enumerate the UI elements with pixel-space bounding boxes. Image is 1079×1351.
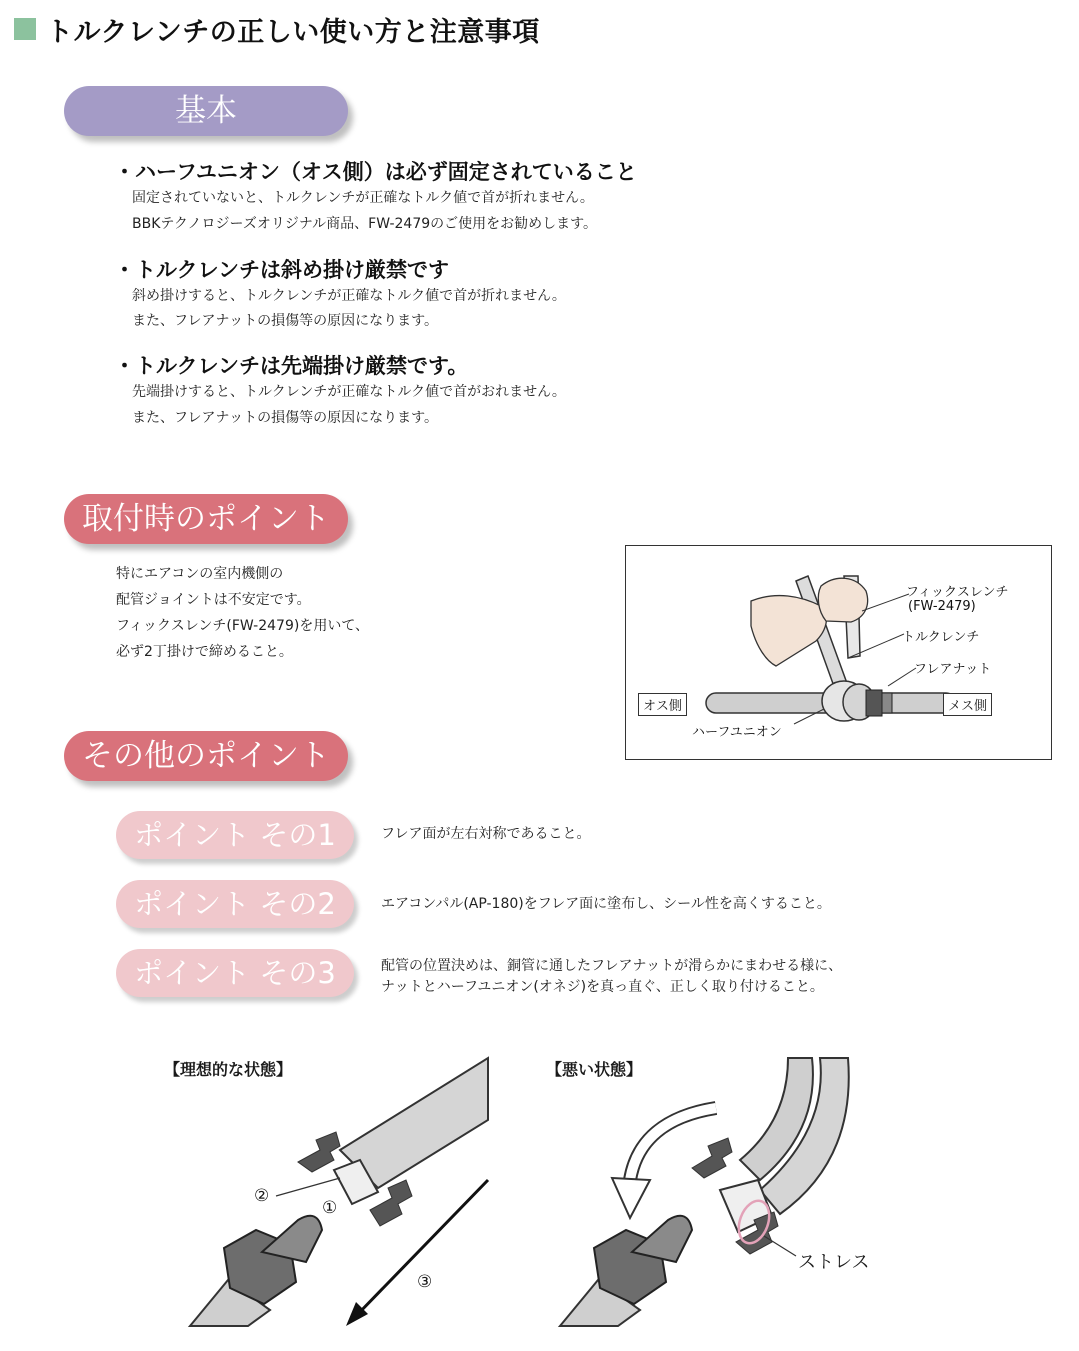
bullet-2-line-1: 斜め掛けすると、トルクレンチが正確なトルク値で首が折れません。 xyxy=(132,288,566,304)
bullet-2-line-2: また、フレアナットの損傷等の原因になります。 xyxy=(132,313,439,329)
toritsuke-line-3: フィックスレンチ(FW-2479)を用いて、 xyxy=(116,618,370,634)
bad-state-title: 【悪い状態】 xyxy=(546,1060,643,1079)
toritsuke-line-4: 必ず2丁掛けで締めること。 xyxy=(116,644,293,660)
point-3-text-line-2: ナットとハーフユニオン(オネジ)を真っ直ぐ、正しく取り付けること。 xyxy=(381,979,824,995)
section-heading-toritsuke: 取付時のポイント xyxy=(64,494,348,544)
marker-2: ② xyxy=(254,1186,270,1206)
section-heading-kihon: 基本 xyxy=(64,86,348,136)
marker-1: ① xyxy=(322,1198,338,1218)
fix-wrench-label: フィックスレンチ xyxy=(906,585,1009,600)
flare-nut-label: フレアナット xyxy=(914,662,992,677)
bullet-heading-1: ・ハーフユニオン（オス側）は必ず固定されていること xyxy=(114,160,637,184)
marker-3: ③ xyxy=(417,1272,433,1292)
ideal-pipe-upper xyxy=(334,1058,488,1204)
bullet-3-line-2: また、フレアナットの損傷等の原因になります。 xyxy=(132,410,439,426)
toritsuke-line-1: 特にエアコンの室内機側の xyxy=(116,566,284,582)
point-3-pill: ポイント その3 xyxy=(116,949,354,997)
section-heading-sonota: その他のポイント xyxy=(64,731,348,781)
torque-wrench-label: トルクレンチ xyxy=(902,630,980,645)
half-union-label: ハーフユニオン xyxy=(692,725,782,740)
point-2-pill: ポイント その2 xyxy=(116,880,354,928)
point-3-text-line-1: 配管の位置決めは、銅管に通したフレアナットが滑らかにまわせる様に、 xyxy=(381,958,843,974)
toritsuke-line-2: 配管ジョイントは不安定です。 xyxy=(116,592,311,608)
bullet-1-line-1: 固定されていないと、トルクレンチが正確なトルク値で首が折れません。 xyxy=(132,190,594,206)
point-1-pill: ポイント その1 xyxy=(116,811,354,859)
bullet-heading-2: ・トルクレンチは斜め掛け厳禁です xyxy=(114,258,450,282)
bullet-1-line-2: BBKテクノロジーズオリジナル商品、FW-2479のご使用をお勧めします。 xyxy=(132,216,598,232)
page-title: トルクレンチの正しい使い方と注意事項 xyxy=(46,17,540,48)
bullet-3-line-1: 先端掛けすると、トルクレンチが正確なトルク値で首がおれません。 xyxy=(132,384,566,400)
female-side-label: メス側 xyxy=(943,693,992,716)
point-2-text: エアコンパル(AP-180)をフレア面に塗布し、シール性を高くすること。 xyxy=(381,896,831,912)
ideal-state-title: 【理想的な状態】 xyxy=(164,1060,293,1079)
bullet-heading-3: ・トルクレンチは先端掛け厳禁です。 xyxy=(114,354,469,378)
point-1-text: フレア面が左右対称であること。 xyxy=(381,826,591,842)
stress-label: ストレス xyxy=(798,1252,870,1273)
fix-wrench-model-label: (FW-2479) xyxy=(908,599,976,614)
male-side-label: オス側 xyxy=(638,693,687,716)
